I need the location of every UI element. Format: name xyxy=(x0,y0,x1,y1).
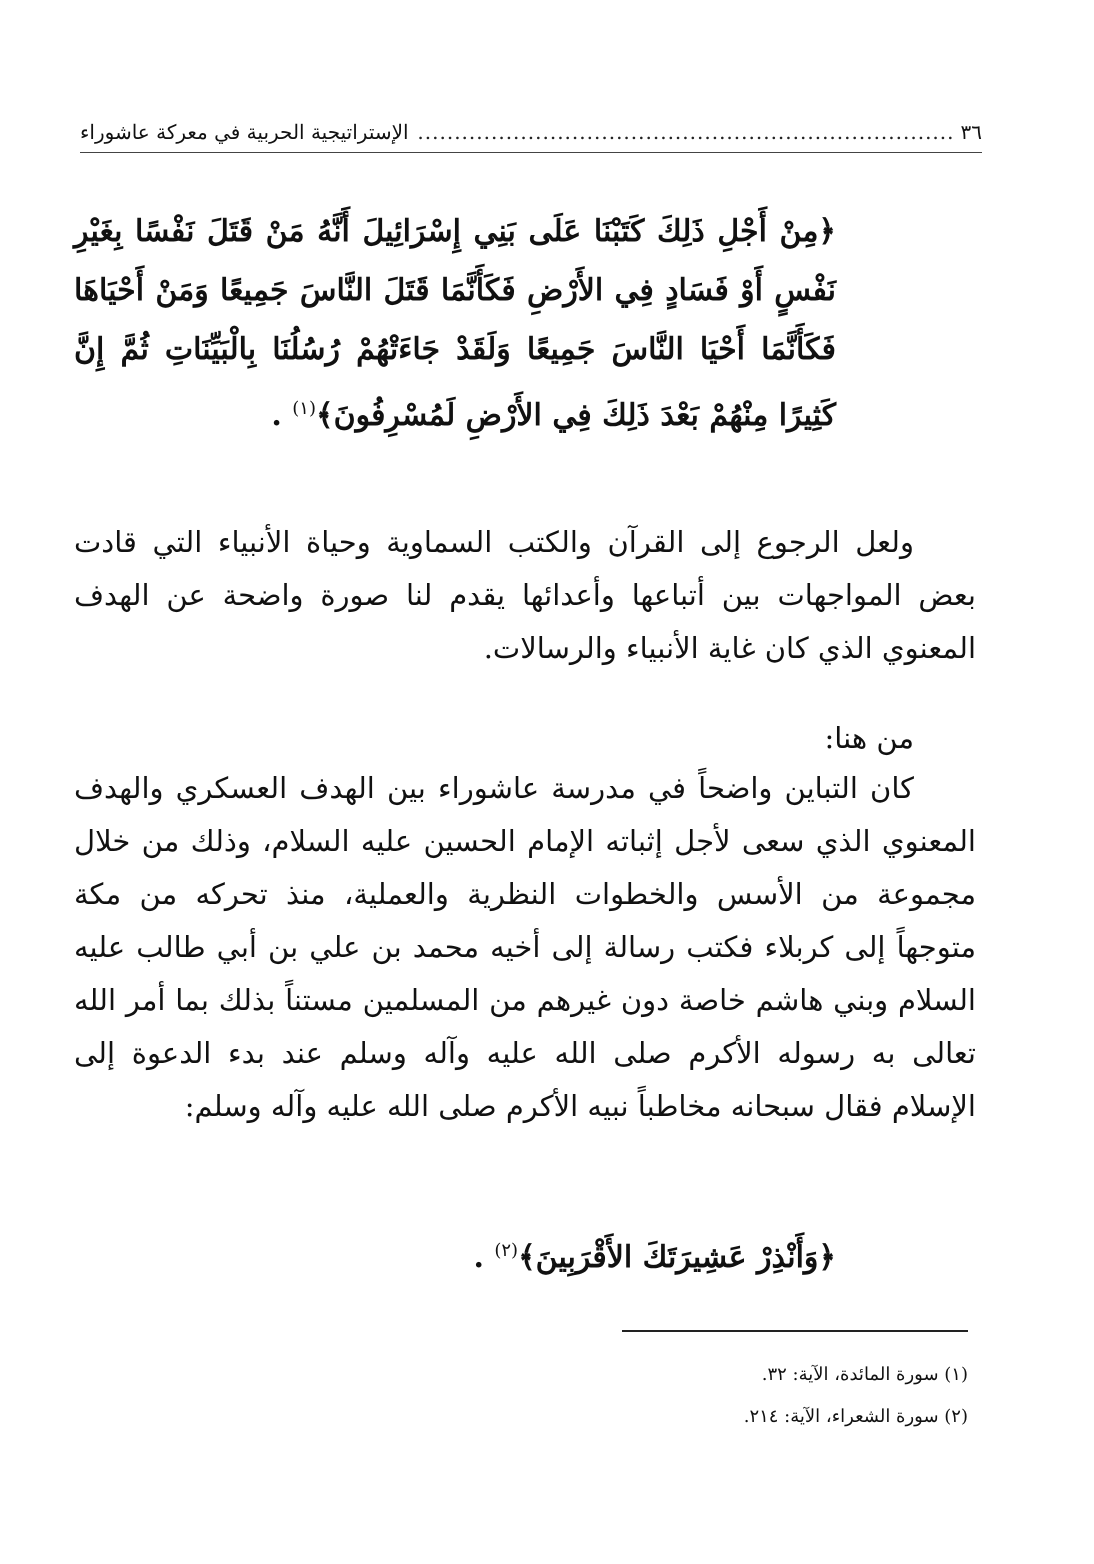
paragraph-3-text: كان التباين واضحاً في مدرسة عاشوراء بين الهدف العسكري والهدف المعنوي الذي سعى لأجل إثباته الإمام الحسين عليه السلام، وذلك من خلال مجموعة من الأسس والخطوات النظرية والعملية، منذ تحركه من مكة متوجهاً إلى كربلاء فكتب رسالة إلى أخيه محمد بن علي بن أبي طالب عليه السلام وبني هاشم خاصة دون غيرهم من المسلمين مستناً بذلك بما أمر الله تعالى به رسوله الأكرم صلى الله عليه وآله وسلم عند بدء الدعوة إلى الإسلام فقال سبحانه مخاطباً نبيه الأكرم صلى الله عليه وآله وسلم: xyxy=(74,771,976,1123)
paragraph-2-text: من هنا: xyxy=(824,721,914,755)
footnote-ref-2[interactable]: (٢) xyxy=(494,1240,519,1261)
verse-end-period: . xyxy=(271,398,293,433)
running-title: الإستراتيجية الحربية في معركة عاشوراء xyxy=(80,120,409,144)
header-rule xyxy=(80,152,982,153)
paragraph-3 xyxy=(74,762,976,1133)
quran-verse-block xyxy=(74,202,836,445)
leader-dots xyxy=(415,118,955,146)
running-header xyxy=(80,118,982,146)
quote-text: ﴿وَأَنْذِرْ عَشِيرَتَكَ الأَقْرَبِينَ﴾ xyxy=(518,1240,836,1275)
page-number: ٣٦ xyxy=(960,120,982,144)
paragraph-1 xyxy=(74,516,976,675)
quote-end-period: . xyxy=(473,1240,495,1275)
quran-quote-block xyxy=(120,1226,836,1283)
paragraph-1-text: ولعل الرجوع إلى القرآن والكتب السماوية وحياة الأنبياء التي قادت بعض المواجهات بين أتباعها وأعدائها يقدم لنا صورة واضحة عن الهدف المعنوي الذي كان غاية الأنبياء والرسالات. xyxy=(74,525,976,665)
footnote-separator xyxy=(622,1330,968,1332)
footnote-2: (٢) سورة الشعراء، الآية: ٢١٤. xyxy=(743,1406,968,1427)
footnote-ref-1[interactable]: (١) xyxy=(292,398,316,419)
paragraph-2 xyxy=(74,712,976,765)
footnote-1: (١) سورة المائدة، الآية: ٣٢. xyxy=(761,1364,968,1385)
verse-text: ﴿مِنْ أَجْلِ ذَلِكَ كَتَبْنَا عَلَى بَنِي إِسْرَائِيلَ أَنَّهُ مَنْ قَتَلَ نَفْسًا بِغَيْرِ نَفْسٍ أَوْ فَسَادٍ فِي الأَرْضِ فَكَأَنَّمَا قَتَلَ النَّاسَ جَمِيعًا وَمَنْ أَحْيَاهَا فَكَأَنَّمَا أَحْيَا النَّاسَ جَمِيعًا وَلَقَدْ جَاءَتْهُمْ رُسُلُنَا بِالْبَيِّنَاتِ ثُمَّ إِنَّ كَثِيرًا مِنْهُمْ بَعْدَ ذَلِكَ فِي الأَرْضِ لَمُسْرِفُونَ﴾ xyxy=(74,214,836,433)
